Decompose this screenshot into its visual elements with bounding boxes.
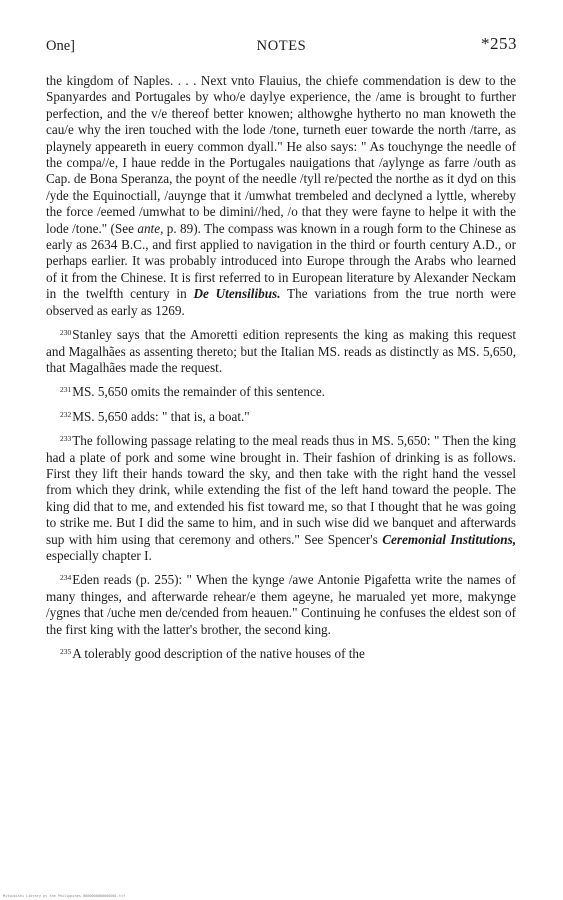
text-segment: the kingdom of Naples. . . . Next vnto Flauius, the chiefe commendation is dew to the Spanyardes and Portugales by who/e daylye experience, the /ame is brought to further perfection, and the v/e thereof better knowen; althowghe hytherto no man knoweth the cau/e why the iren touched with the lode /tone, turneth euer towarde the north /tarre, as playnely appeareth in euery common dyall." He also says: " As touchynge the needle of the compa//e, I haue redde in the Portugales nauigations that /aylynge as farre /outh as Cap. de Bona Speranza, the poynt of the needle /tyll re/pected the northe as it dyd on this /yde the Equinoctiall, /auynge that it /umwhat trembeled and declyned a lyttle, whereby the force /eemed /umwhat to be dimini//hed, /o that they were fayne to helpe it with the lode /tone." (See [46, 73, 516, 236]
continued-note-text [46, 73, 516, 319]
footnote-233 [46, 433, 516, 564]
footnote-number: 233 [60, 434, 72, 444]
chapter-marker: One] [46, 38, 75, 54]
italic-text-segment: De Utensilibus. [193, 286, 281, 302]
text-segment: The variations from the true north were observed as early as 1269. [46, 286, 516, 318]
text-segment: The following passage relating to the meal reads thus in MS. 5,650: " Then the king had a plate of pork and some wine brought in. Their fashion of drinking is as follows. First they lift their hands toward the sky, and then take with the right hand the vessel from which they drink, while extending the fist of the left hand toward the people. The king did that to me, and extended his fist toward me, so that I thought that he was going to strike me. But I did the same to him, and in such wise did we banquet and afterwards sup with him using that ceremony and others." See Spencer's [46, 433, 516, 547]
running-head [46, 36, 517, 56]
footnote-number: 231 [60, 385, 72, 395]
footnote-235 [46, 646, 516, 662]
footnote-230 [46, 327, 516, 376]
text-segment: MS. 5,650 adds: " that is, a boat." [72, 408, 250, 424]
scan-footer: Mitsubishi Library at the Philippines 0000000000000001.tif [3, 894, 126, 898]
footnote-232 [46, 409, 516, 425]
notes-body [46, 73, 516, 670]
footnote-231 [46, 384, 516, 400]
footnote-number: 232 [60, 409, 72, 419]
text-segment: especially chapter I. [46, 547, 152, 563]
footnote-number: 234 [60, 573, 72, 583]
footnote-number: 230 [60, 328, 72, 338]
section-title: NOTES [256, 38, 307, 54]
footnote-234 [46, 572, 516, 638]
footnote-number: 235 [60, 647, 72, 656]
text-segment: Stanley says that the Amoretti edition represents the king as making this request and Magalhães as assenting thereto; but the Italian MS. reads as distinctly as MS. 5,650, that Magalhães made the request. [46, 327, 516, 375]
text-segment: A tolerably good description of the native houses of the [72, 646, 365, 661]
italic-text-segment: Ceremonial Institutions, [382, 531, 516, 547]
text-segment: Eden reads (p. 255): " When the kynge /awe Antonie Pigafetta write the names of many thinges, and afterwarde rehear/e them ageyne, he marualed yet more, makynge /ygnes that /uche men de/cended from heauen." Continuing he confuses the eldest son of the first king with the latter's brother, the second king. [46, 572, 516, 637]
page-number: *253 [481, 34, 517, 53]
italic-text-segment: ante, [137, 220, 164, 236]
text-segment: MS. 5,650 omits the remainder of this sentence. [72, 384, 325, 400]
text-segment: p. 89). The compass was known in a rough form to the Chinese as early as 2634 B.C., and first applied to navigation in the third or fourth century A.D., or perhaps earlier. It was probably introduced into Europe through the Arabs who learned of it from the Chinese. It is first referred to in European literature by Alexander Neckam in the twelfth century in [46, 220, 516, 302]
